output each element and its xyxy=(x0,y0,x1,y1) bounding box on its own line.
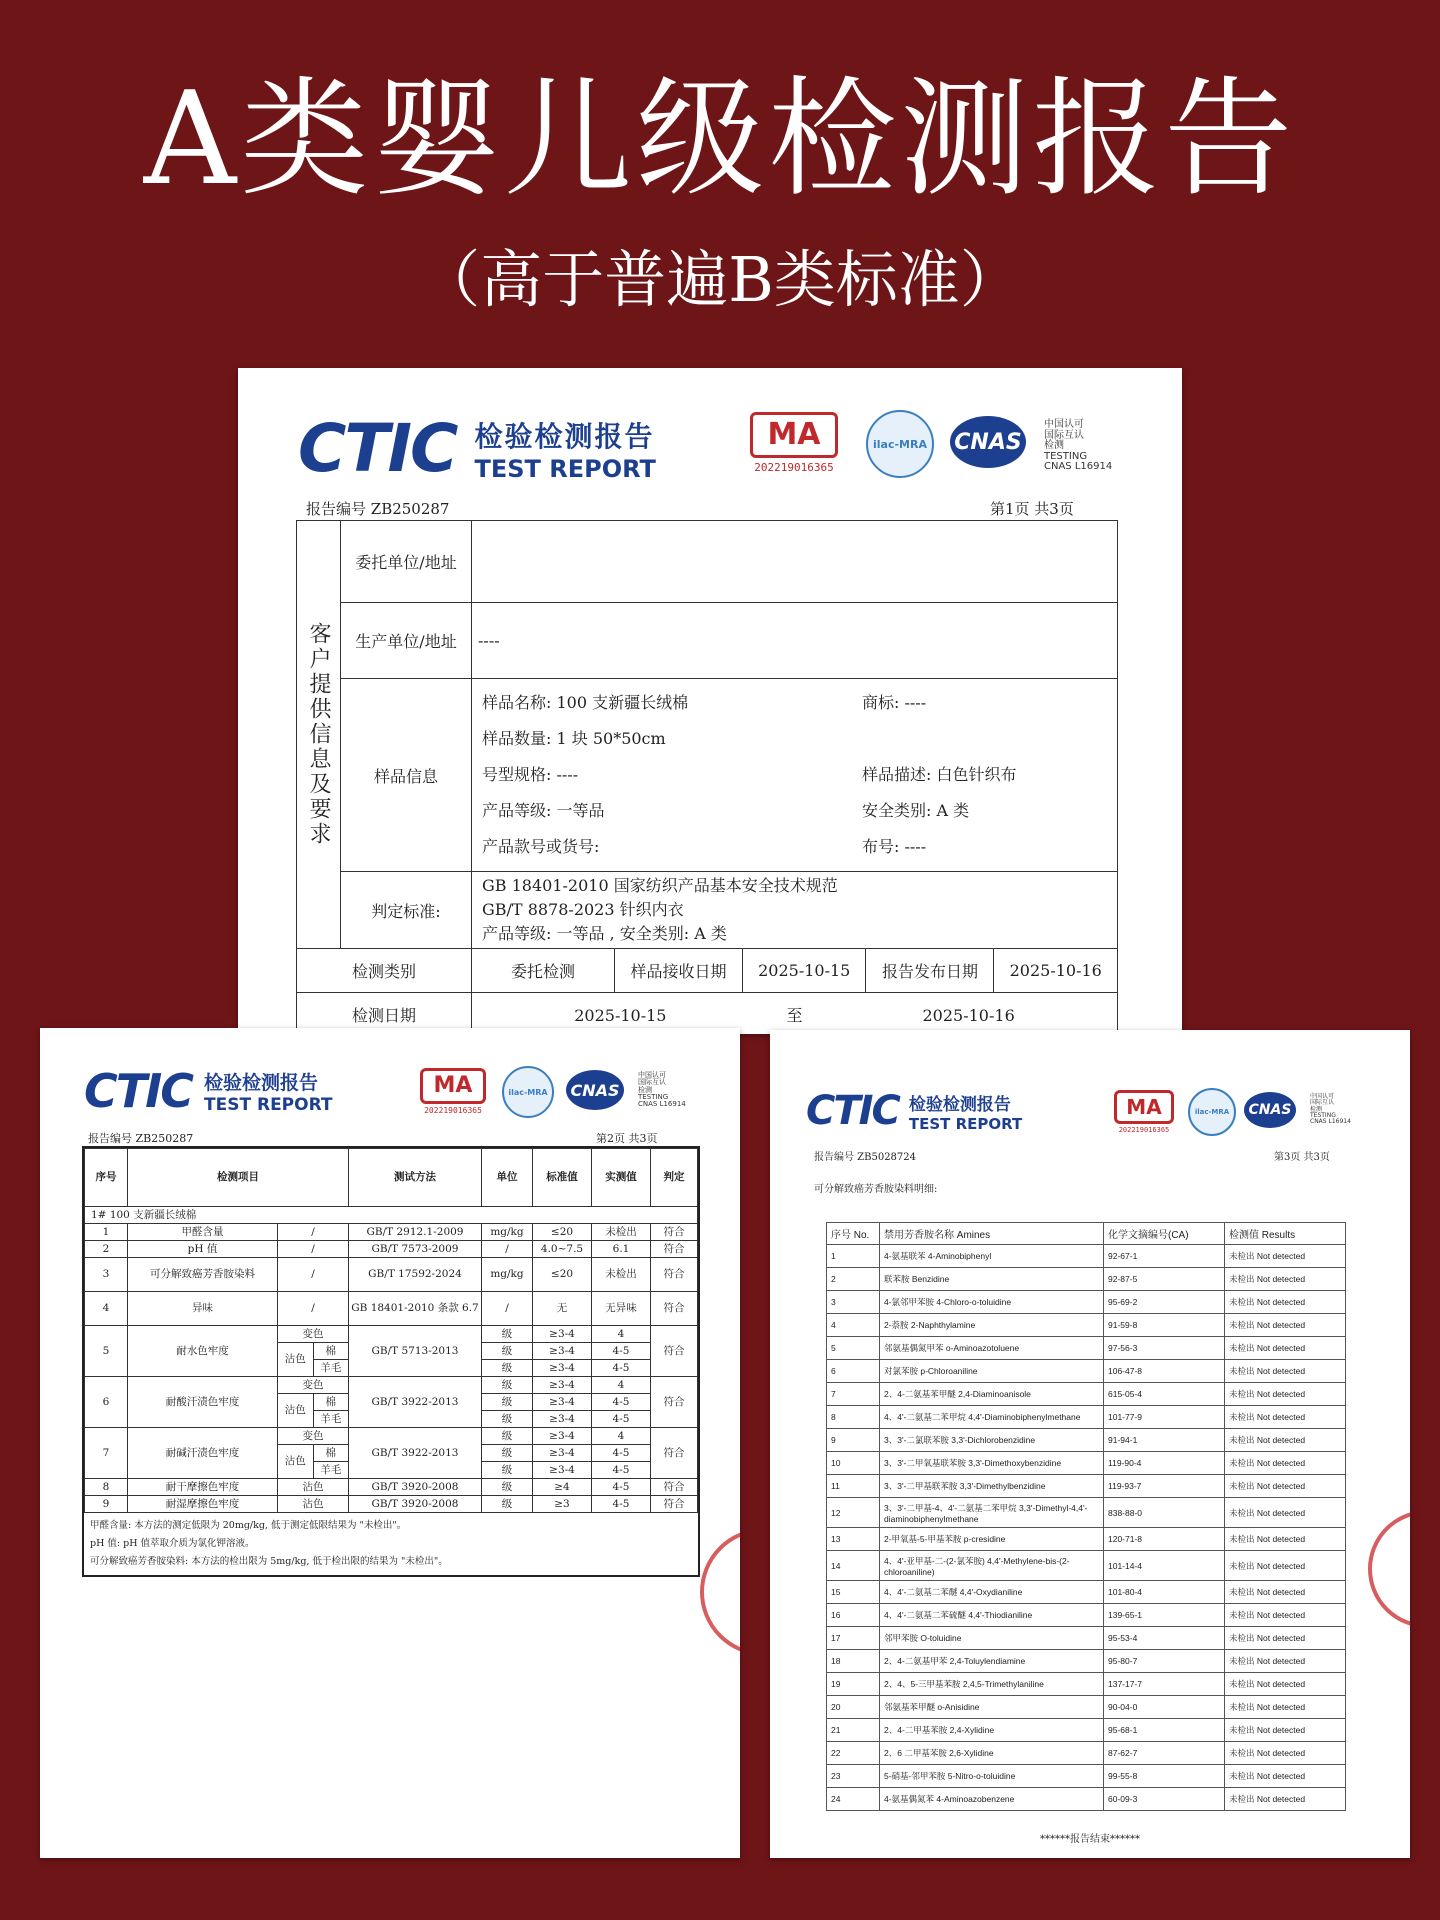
report-number: 报告编号 ZB250287 xyxy=(306,500,450,518)
table-row xyxy=(827,1429,1346,1452)
row-no: 6 xyxy=(827,1360,880,1383)
table-row xyxy=(827,1245,1346,1268)
row-item: pH 值 xyxy=(128,1241,278,1258)
table-row xyxy=(827,1475,1346,1498)
row-ca: 119-93-7 xyxy=(1104,1475,1225,1498)
standard-label: 判定标准: xyxy=(341,872,472,949)
row-no: 18 xyxy=(827,1650,880,1673)
model: 号型规格: ---- xyxy=(482,765,579,784)
row-result: 未检出 Not detected xyxy=(1225,1673,1346,1696)
row-std: 4.0~7.5 xyxy=(533,1241,592,1258)
row-method: GB/T 3922-2013 xyxy=(349,1428,482,1479)
ctic-logo: CTIC xyxy=(84,1064,193,1118)
row-no: 15 xyxy=(827,1581,880,1604)
table-row xyxy=(827,1788,1346,1811)
maker-label: 生产单位/地址 xyxy=(341,603,472,679)
notes: 甲醛含量: 本方法的测定低限为 20mg/kg, 低于测定低限结果为 "未检出"。 pH 值: pH 值萃取介质为氯化钾溶液。 可分解致癌芳香胺染料: 本方法的检出限为 5mg/kg, 低于检出限的结果为 "未检出"。 xyxy=(90,1520,448,1567)
row-value: 4-5 xyxy=(592,1445,651,1462)
row-name: 4、4'-亚甲基-二-(2-氯苯胺) 4,4'-Methylene-bis-(2-chloroaniline) xyxy=(880,1551,1104,1581)
row-no: 2 xyxy=(827,1268,880,1291)
sample-qty: 样品数量: 1 块 50*50cm xyxy=(482,729,666,748)
row-result: 未检出 Not detected xyxy=(1225,1429,1346,1452)
row-std: ≥3 xyxy=(533,1496,592,1513)
row-result: 符合 xyxy=(651,1428,698,1479)
row-result: 未检出 Not detected xyxy=(1225,1268,1346,1291)
row-value: 4 xyxy=(592,1428,651,1445)
row-name: 4-氯邻甲苯胺 4-Chloro-o-toluidine xyxy=(880,1291,1104,1314)
row-method: GB/T 17592-2024 xyxy=(349,1258,482,1292)
client-value xyxy=(472,521,1118,603)
table-row xyxy=(85,1428,698,1445)
row-ca: 97-56-3 xyxy=(1104,1337,1225,1360)
row-result: 符合 xyxy=(651,1326,698,1377)
row-std: ≥4 xyxy=(533,1479,592,1496)
row-std: ≥3-4 xyxy=(533,1411,592,1428)
row-item: 异味 xyxy=(128,1292,278,1326)
row-unit: 级 xyxy=(482,1496,533,1513)
row-no: 3 xyxy=(827,1291,880,1314)
row-std: ≥3-4 xyxy=(533,1462,592,1479)
row-no: 19 xyxy=(827,1673,880,1696)
sample-desc: 样品描述: 白色针织布 xyxy=(862,765,1017,784)
row-value: 4-5 xyxy=(592,1411,651,1428)
row-no: 11 xyxy=(827,1475,880,1498)
table-row xyxy=(85,1241,698,1258)
table-row xyxy=(827,1696,1346,1719)
row-ca: 95-69-2 xyxy=(1104,1291,1225,1314)
row-item: 耐碱汗渍色牢度 xyxy=(128,1428,278,1479)
headline: A类婴儿级检测报告 xyxy=(143,65,1297,214)
row-sub2: 羊毛 xyxy=(313,1411,348,1428)
row-ca: 60-09-3 xyxy=(1104,1788,1225,1811)
row-unit: 级 xyxy=(482,1462,533,1479)
row-result: 未检出 Not detected xyxy=(1225,1551,1346,1581)
row-no: 20 xyxy=(827,1696,880,1719)
table-row xyxy=(827,1650,1346,1673)
row-name: 2-甲氧基-5-甲基苯胺 p-cresidine xyxy=(880,1528,1104,1551)
row-no: 8 xyxy=(85,1479,128,1496)
row-name: 2、4、5-三甲基苯胺 2,4,5-Trimethylaniline xyxy=(880,1673,1104,1696)
row-result: 未检出 Not detected xyxy=(1225,1452,1346,1475)
row-no: 24 xyxy=(827,1788,880,1811)
row-name: 2-萘胺 2-Naphthylamine xyxy=(880,1314,1104,1337)
row-unit: 级 xyxy=(482,1326,533,1343)
row-std: ≥3-4 xyxy=(533,1343,592,1360)
test-type: 委托检测 xyxy=(472,949,615,993)
row-result: 未检出 Not detected xyxy=(1225,1383,1346,1406)
row-unit: mg/kg xyxy=(482,1224,533,1241)
row-no: 9 xyxy=(85,1496,128,1513)
row-name: 4、4'-二氨基二苯甲烷 4,4'-Diaminobiphenylmethane xyxy=(880,1406,1104,1429)
row-method: GB/T 3922-2013 xyxy=(349,1377,482,1428)
trademark: 商标: ---- xyxy=(862,693,927,712)
row-sub: 变色 xyxy=(278,1428,349,1445)
table-row xyxy=(85,1326,698,1343)
table-row xyxy=(827,1498,1346,1528)
row-item: 耐水色牢度 xyxy=(128,1326,278,1377)
row-sub2: 羊毛 xyxy=(313,1360,348,1377)
cnas-note: 中国认可 国际互认 检测 TESTING CNAS L16914 xyxy=(1044,419,1113,472)
red-stamp xyxy=(1368,1510,1410,1628)
sample-row: 1# 100 支新疆长绒棉 xyxy=(85,1207,698,1224)
row-std: ≥3-4 xyxy=(533,1445,592,1462)
row-no: 22 xyxy=(827,1742,880,1765)
row-no: 23 xyxy=(827,1765,880,1788)
ma-mark: MA 202219016365 xyxy=(750,412,838,474)
row-value: 4-5 xyxy=(592,1360,651,1377)
row-ca: 92-67-1 xyxy=(1104,1245,1225,1268)
row-ca: 87-62-7 xyxy=(1104,1742,1225,1765)
table-row xyxy=(85,1479,698,1496)
row-sub: 变色 xyxy=(278,1326,349,1343)
row-std: ≥3-4 xyxy=(533,1326,592,1343)
table-row xyxy=(827,1742,1346,1765)
report-header: CTIC 检验检测报告 TEST REPORT xyxy=(806,1088,1023,1134)
row-sub: / xyxy=(278,1292,349,1326)
row-name: 邻氨基苯甲醚 o-Anisidine xyxy=(880,1696,1104,1719)
table-row xyxy=(85,1258,698,1292)
report-page-1 xyxy=(238,368,1182,1034)
sample-info xyxy=(472,679,1118,872)
row-sub2: 棉 xyxy=(313,1343,348,1360)
receive-label: 样品接收日期 xyxy=(615,949,743,993)
row-no: 10 xyxy=(827,1452,880,1475)
row-item: 耐酸汗渍色牢度 xyxy=(128,1377,278,1428)
row-result: 未检出 Not detected xyxy=(1225,1650,1346,1673)
row-no: 21 xyxy=(827,1719,880,1742)
row-ca: 101-80-4 xyxy=(1104,1581,1225,1604)
table-row xyxy=(827,1337,1346,1360)
receive-date: 2025-10-15 xyxy=(742,949,866,993)
row-ca: 106-47-8 xyxy=(1104,1360,1225,1383)
row-name: 2、4-二甲基苯胺 2,4-Xylidine xyxy=(880,1719,1104,1742)
result-table xyxy=(84,1148,698,1513)
row-result: 未检出 Not detected xyxy=(1225,1291,1346,1314)
row-no: 12 xyxy=(827,1498,880,1528)
row-method: GB 18401-2010 条款 6.7 xyxy=(349,1292,482,1326)
row-ca: 91-59-8 xyxy=(1104,1314,1225,1337)
sample-label: 样品信息 xyxy=(341,679,472,872)
row-result: 符合 xyxy=(651,1377,698,1428)
row-ca: 95-68-1 xyxy=(1104,1719,1225,1742)
row-unit: 级 xyxy=(482,1377,533,1394)
row-ca: 101-77-9 xyxy=(1104,1406,1225,1429)
table-header: 序号 检测项目 测试方法 单位 标准值 实测值 判定 xyxy=(85,1149,698,1207)
table-row xyxy=(827,1360,1346,1383)
row-result: 符合 xyxy=(651,1224,698,1241)
row-ca: 120-71-8 xyxy=(1104,1528,1225,1551)
table-row xyxy=(827,1268,1346,1291)
report-end: ******报告结束****** xyxy=(1040,1834,1140,1845)
ctic-logo: CTIC xyxy=(806,1088,899,1134)
row-no: 3 xyxy=(85,1258,128,1292)
row-value: 4-5 xyxy=(592,1343,651,1360)
row-item: 可分解致癌芳香胺染料 xyxy=(128,1258,278,1292)
row-method: GB/T 3920-2008 xyxy=(349,1479,482,1496)
table-row xyxy=(827,1627,1346,1650)
row-result: 未检出 Not detected xyxy=(1225,1245,1346,1268)
row-no: 13 xyxy=(827,1528,880,1551)
row-name: 3、3'-二氯联苯胺 3,3'-Dichlorobenzidine xyxy=(880,1429,1104,1452)
row-name: 4-氨基偶氮苯 4-Aminoazobenzene xyxy=(880,1788,1104,1811)
row-value: 6.1 xyxy=(592,1241,651,1258)
row-item: 甲醛含量 xyxy=(128,1224,278,1241)
row-no: 8 xyxy=(827,1406,880,1429)
cnas-icon: CNAS xyxy=(1244,1092,1296,1128)
row-unit: 级 xyxy=(482,1343,533,1360)
table-row xyxy=(827,1581,1346,1604)
report-header xyxy=(298,410,656,487)
table-row xyxy=(85,1496,698,1513)
page-info: 第2页 共3页 xyxy=(596,1132,658,1145)
row-ca: 139-65-1 xyxy=(1104,1604,1225,1627)
row-no: 7 xyxy=(827,1383,880,1406)
row-name: 3、3'-二甲基-4、4'-二氨基二苯甲烷 3,3'-Dimethyl-4,4'-diaminobiphenylmethane xyxy=(880,1498,1104,1528)
row-no: 4 xyxy=(85,1292,128,1326)
table-row xyxy=(827,1452,1346,1475)
row-unit: mg/kg xyxy=(482,1258,533,1292)
test-date-range: 2025-10-15 至 2025-10-16 xyxy=(472,993,1118,1035)
row-ca: 119-90-4 xyxy=(1104,1452,1225,1475)
ilac-mra-icon: ilac-MRA xyxy=(1188,1088,1236,1136)
report-header: CTIC 检验检测报告 TEST REPORT xyxy=(84,1064,333,1118)
row-sub2: 棉 xyxy=(313,1445,348,1462)
ctic-logo: CTIC xyxy=(298,410,457,487)
issue-label: 报告发布日期 xyxy=(866,949,994,993)
cnas-note: 中国认可 国际互认 检测 TESTING CNAS L16914 xyxy=(638,1071,686,1109)
row-sub: 沾色 xyxy=(278,1479,349,1496)
test-date-label: 检测日期 xyxy=(297,993,472,1035)
cnas-icon: CNAS xyxy=(950,416,1026,468)
amines-intro: 可分解致癌芳香胺染料明细: xyxy=(814,1184,938,1195)
row-name: 邻甲苯胺 O-toluidine xyxy=(880,1627,1104,1650)
row-sub: / xyxy=(278,1224,349,1241)
row-value: 未检出 xyxy=(592,1224,651,1241)
report-title-cn: 检验检测报告 xyxy=(474,419,655,453)
row-result: 符合 xyxy=(651,1496,698,1513)
row-result: 符合 xyxy=(651,1241,698,1258)
ilac-mra-icon: ilac-MRA xyxy=(866,410,934,478)
row-method: GB/T 3920-2008 xyxy=(349,1496,482,1513)
row-result: 未检出 Not detected xyxy=(1225,1604,1346,1627)
row-value: 无异味 xyxy=(592,1292,651,1326)
row-no: 6 xyxy=(85,1377,128,1428)
row-no: 5 xyxy=(827,1337,880,1360)
row-name: 联苯胺 Benzidine xyxy=(880,1268,1104,1291)
row-sub: / xyxy=(278,1258,349,1292)
row-sub: 沾色 xyxy=(278,1343,313,1377)
maker-value: ---- xyxy=(472,603,1118,679)
row-value: 4-5 xyxy=(592,1479,651,1496)
safety-class: 安全类别: A 类 xyxy=(862,801,970,820)
row-item: 耐干摩擦色牢度 xyxy=(128,1479,278,1496)
row-result: 未检出 Not detected xyxy=(1225,1742,1346,1765)
row-ca: 95-53-4 xyxy=(1104,1627,1225,1650)
report-page-2 xyxy=(40,1028,740,1858)
table-row xyxy=(827,1406,1346,1429)
table-row xyxy=(827,1551,1346,1581)
row-name: 对氯苯胺 p-Chloroaniline xyxy=(880,1360,1104,1383)
client-label: 委托单位/地址 xyxy=(341,521,472,603)
table-row xyxy=(827,1314,1346,1337)
row-name: 5-硝基-邻甲苯胺 5-Nitro-o-toluidine xyxy=(880,1765,1104,1788)
row-std: 无 xyxy=(533,1292,592,1326)
cnas-icon: CNAS xyxy=(566,1070,624,1110)
table-header: 序号 No. 禁用芳香胺名称 Amines 化学文摘编号(CA) 检测值 Results xyxy=(827,1223,1346,1245)
ilac-mra-icon: ilac-MRA xyxy=(502,1066,554,1118)
row-value: 未检出 xyxy=(592,1258,651,1292)
table-row xyxy=(827,1528,1346,1551)
row-unit: 级 xyxy=(482,1479,533,1496)
product-grade: 产品等级: 一等品 xyxy=(482,801,605,820)
report-title-en: TEST REPORT xyxy=(474,454,656,483)
row-no: 7 xyxy=(85,1428,128,1479)
row-unit: 级 xyxy=(482,1428,533,1445)
row-result: 未检出 Not detected xyxy=(1225,1765,1346,1788)
row-std: ≥3-4 xyxy=(533,1360,592,1377)
style-no: 产品款号或货号: xyxy=(482,837,600,856)
row-unit: / xyxy=(482,1292,533,1326)
info-table xyxy=(296,520,1118,1034)
row-name: 4-氨基联苯 4-Aminobiphenyl xyxy=(880,1245,1104,1268)
report-number: 报告编号 ZB250287 xyxy=(88,1132,194,1145)
table-row xyxy=(827,1383,1346,1406)
table-row xyxy=(85,1377,698,1394)
report-number: 报告编号 ZB5028724 xyxy=(814,1152,917,1163)
row-ca: 91-94-1 xyxy=(1104,1429,1225,1452)
table-row xyxy=(85,1292,698,1326)
red-stamp xyxy=(700,1528,740,1656)
page-info: 第1页 共3页 xyxy=(990,500,1074,518)
row-sub: 沾色 xyxy=(278,1496,349,1513)
cnas-note: 中国认可 国际互认 检测 TESTING CNAS L16914 xyxy=(1310,1093,1351,1126)
row-result: 未检出 Not detected xyxy=(1225,1696,1346,1719)
row-no: 9 xyxy=(827,1429,880,1452)
row-sub: 沾色 xyxy=(278,1445,313,1479)
issue-date: 2025-10-16 xyxy=(994,949,1118,993)
row-name: 3、3'-二甲氧基联苯胺 3,3'-Dimethoxybenzidine xyxy=(880,1452,1104,1475)
row-name: 3、3'-二甲基联苯胺 3,3'-Dimethylbenzidine xyxy=(880,1475,1104,1498)
row-ca: 99-55-8 xyxy=(1104,1765,1225,1788)
table-row xyxy=(827,1291,1346,1314)
row-result: 未检出 Not detected xyxy=(1225,1475,1346,1498)
row-unit: 级 xyxy=(482,1411,533,1428)
row-ca: 101-14-4 xyxy=(1104,1551,1225,1581)
row-no: 16 xyxy=(827,1604,880,1627)
row-result: 符合 xyxy=(651,1479,698,1496)
row-std: ≥3-4 xyxy=(533,1428,592,1445)
row-name: 邻氨基偶氮甲苯 o-Aminoazotoluene xyxy=(880,1337,1104,1360)
row-no: 1 xyxy=(827,1245,880,1268)
row-no: 5 xyxy=(85,1326,128,1377)
row-value: 4 xyxy=(592,1377,651,1394)
row-method: GB/T 2912.1-2009 xyxy=(349,1224,482,1241)
row-no: 2 xyxy=(85,1241,128,1258)
table-row xyxy=(827,1765,1346,1788)
row-sub: 沾色 xyxy=(278,1394,313,1428)
sample-name: 样品名称: 100 支新疆长绒棉 xyxy=(482,693,689,712)
row-ca: 95-80-7 xyxy=(1104,1650,1225,1673)
row-result: 未检出 Not detected xyxy=(1225,1337,1346,1360)
row-name: 4、4'-二氨基二苯醚 4,4'-Oxydianiline xyxy=(880,1581,1104,1604)
row-method: GB/T 7573-2009 xyxy=(349,1241,482,1258)
row-item: 耐湿摩擦色牢度 xyxy=(128,1496,278,1513)
amines-table xyxy=(826,1222,1346,1811)
table-row xyxy=(827,1719,1346,1742)
ma-mark: MA 202219016365 xyxy=(1114,1090,1174,1134)
test-type-label: 检测类别 xyxy=(297,949,472,993)
row-result: 未检出 Not detected xyxy=(1225,1627,1346,1650)
row-std: ≥3-4 xyxy=(533,1377,592,1394)
row-name: 4、4'-二氨基二苯硫醚 4,4'-Thiodianiline xyxy=(880,1604,1104,1627)
row-ca: 92-87-5 xyxy=(1104,1268,1225,1291)
row-value: 4-5 xyxy=(592,1394,651,1411)
row-name: 2、6 二甲基苯胺 2,6-Xylidine xyxy=(880,1742,1104,1765)
row-ca: 137-17-7 xyxy=(1104,1673,1225,1696)
row-value: 4-5 xyxy=(592,1496,651,1513)
row-sub: 变色 xyxy=(278,1377,349,1394)
row-result: 未检出 Not detected xyxy=(1225,1406,1346,1429)
row-name: 2、4-二氨基甲苯 2,4-Toluylendiamine xyxy=(880,1650,1104,1673)
row-sub2: 羊毛 xyxy=(313,1462,348,1479)
row-name: 2、4-二氨基苯甲醚 2,4-Diaminoanisole xyxy=(880,1383,1104,1406)
standard-value: GB 18401-2010 国家纺织产品基本安全技术规范 GB/T 8878-2023 针织内衣 产品等级: 一等品 , 安全类别: A 类 xyxy=(472,872,1118,949)
report-page-3 xyxy=(770,1030,1410,1858)
row-result: 未检出 Not detected xyxy=(1225,1719,1346,1742)
row-result: 符合 xyxy=(651,1258,698,1292)
page-info: 第3页 共3页 xyxy=(1274,1152,1330,1163)
row-no: 1 xyxy=(85,1224,128,1241)
row-no: 4 xyxy=(827,1314,880,1337)
row-ca: 90-04-0 xyxy=(1104,1696,1225,1719)
row-unit: 级 xyxy=(482,1394,533,1411)
table-row xyxy=(85,1224,698,1241)
row-std: ≤20 xyxy=(533,1224,592,1241)
table-row xyxy=(827,1673,1346,1696)
row-ca: 615-05-4 xyxy=(1104,1383,1225,1406)
row-result: 符合 xyxy=(651,1292,698,1326)
row-std: ≥3-4 xyxy=(533,1394,592,1411)
row-result: 未检出 Not detected xyxy=(1225,1360,1346,1383)
row-result: 未检出 Not detected xyxy=(1225,1788,1346,1811)
table-row xyxy=(827,1604,1346,1627)
side-label: 客户提供信息及要求 xyxy=(297,521,341,949)
row-method: GB/T 5713-2013 xyxy=(349,1326,482,1377)
row-value: 4 xyxy=(592,1326,651,1343)
row-sub: / xyxy=(278,1241,349,1258)
row-result: 未检出 Not detected xyxy=(1225,1528,1346,1551)
row-unit: 级 xyxy=(482,1445,533,1462)
row-result: 未检出 Not detected xyxy=(1225,1314,1346,1337)
ma-mark: MA 202219016365 xyxy=(420,1068,486,1115)
row-result: 未检出 Not detected xyxy=(1225,1581,1346,1604)
row-no: 17 xyxy=(827,1627,880,1650)
row-ca: 838-88-0 xyxy=(1104,1498,1225,1528)
cloth-no: 布号: ---- xyxy=(862,837,927,856)
row-sub2: 棉 xyxy=(313,1394,348,1411)
row-result: 未检出 Not detected xyxy=(1225,1498,1346,1528)
row-unit: 级 xyxy=(482,1360,533,1377)
subheadline: （高于普遍B类标准） xyxy=(418,243,1022,316)
row-std: ≤20 xyxy=(533,1258,592,1292)
row-no: 14 xyxy=(827,1551,880,1581)
row-unit: / xyxy=(482,1241,533,1258)
row-value: 4-5 xyxy=(592,1462,651,1479)
result-table-frame xyxy=(82,1146,700,1577)
